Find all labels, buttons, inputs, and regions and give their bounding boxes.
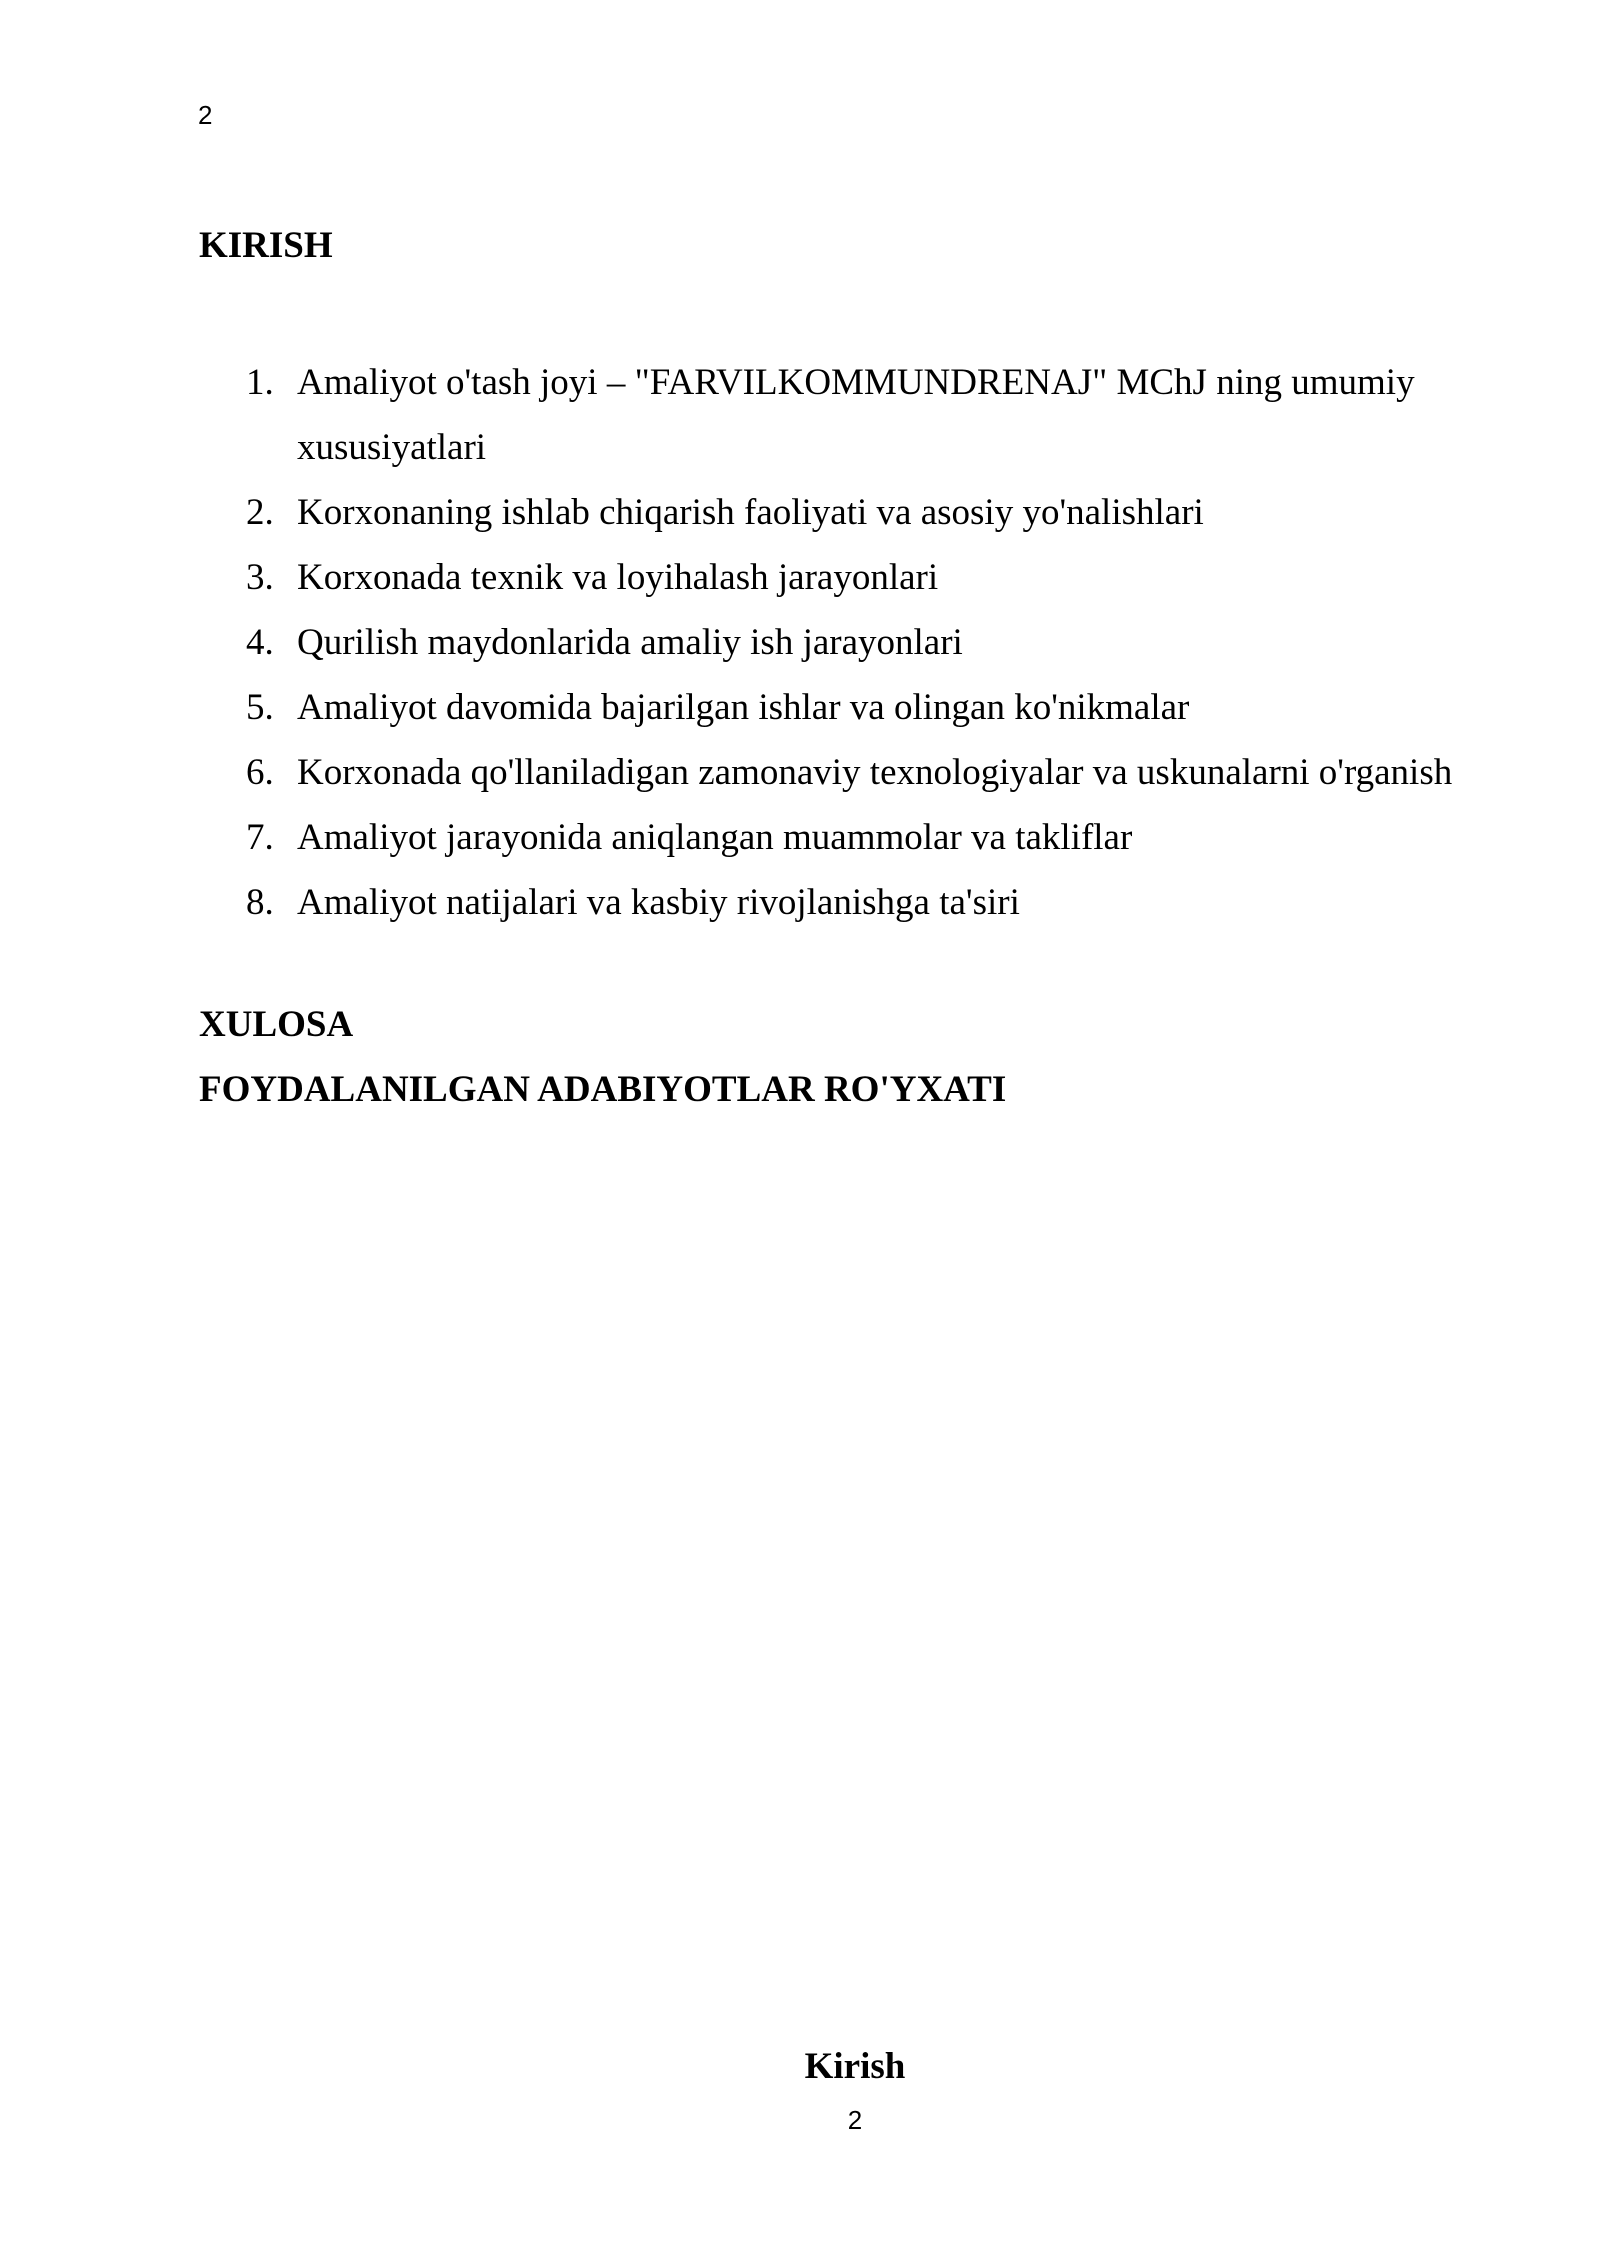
toc-item [0,350,1497,480]
footer-page-number: 2 [847,2105,863,2135]
references-heading: FOYDALANILGAN ADABIYOTLAR RO'YXATI [199,1069,1007,1110]
toc-item-number: 6. [246,752,274,793]
table-of-contents [0,350,1600,935]
toc-item-text: Amaliyot natijalari va kasbiy rivojlanishga ta'siri [297,882,1020,923]
toc-item [0,675,1497,740]
toc-item [0,545,1497,610]
toc-item-number: 5. [246,687,274,728]
toc-item [0,870,1497,935]
toc-item-text: Korxonaning ishlab chiqarish faoliyati va asosiy yo'nalishlari [297,492,1204,533]
toc-item-number: 3. [246,557,274,598]
conclusion-heading: XULOSA [199,1004,354,1045]
toc-item-text: Korxonada qo'llaniladigan zamonaviy texnologiyalar va uskunalarni o'rganish [297,752,1453,793]
toc-item [0,740,1497,805]
toc-item [0,610,1497,675]
toc-item-number: 7. [246,817,274,858]
toc-item-text: Amaliyot o'tash joyi – "FARVILKOMMUNDRENAJ" MChJ ning umumiy xususiyatlari [297,362,1415,468]
toc-item-number: 1. [246,362,274,403]
header-page-number: 2 [198,100,213,130]
toc-item-text: Qurilish maydonlarida amaliy ish jarayonlari [297,622,963,663]
toc-item-number: 2. [246,492,274,533]
toc-item-text: Amaliyot jarayonida aniqlangan muammolar va takliflar [297,817,1133,858]
toc-item [0,805,1497,870]
toc-item-text: Korxonada texnik va loyihalash jarayonlari [297,557,939,598]
toc-item [0,480,1497,545]
toc-item-number: 8. [246,882,274,923]
intro-heading: KIRISH [199,225,333,266]
toc-item-number: 4. [246,622,274,663]
footer-section-title: Kirish [804,2046,906,2087]
toc-item-text: Amaliyot davomida bajarilgan ishlar va olingan ko'nikmalar [297,687,1190,728]
